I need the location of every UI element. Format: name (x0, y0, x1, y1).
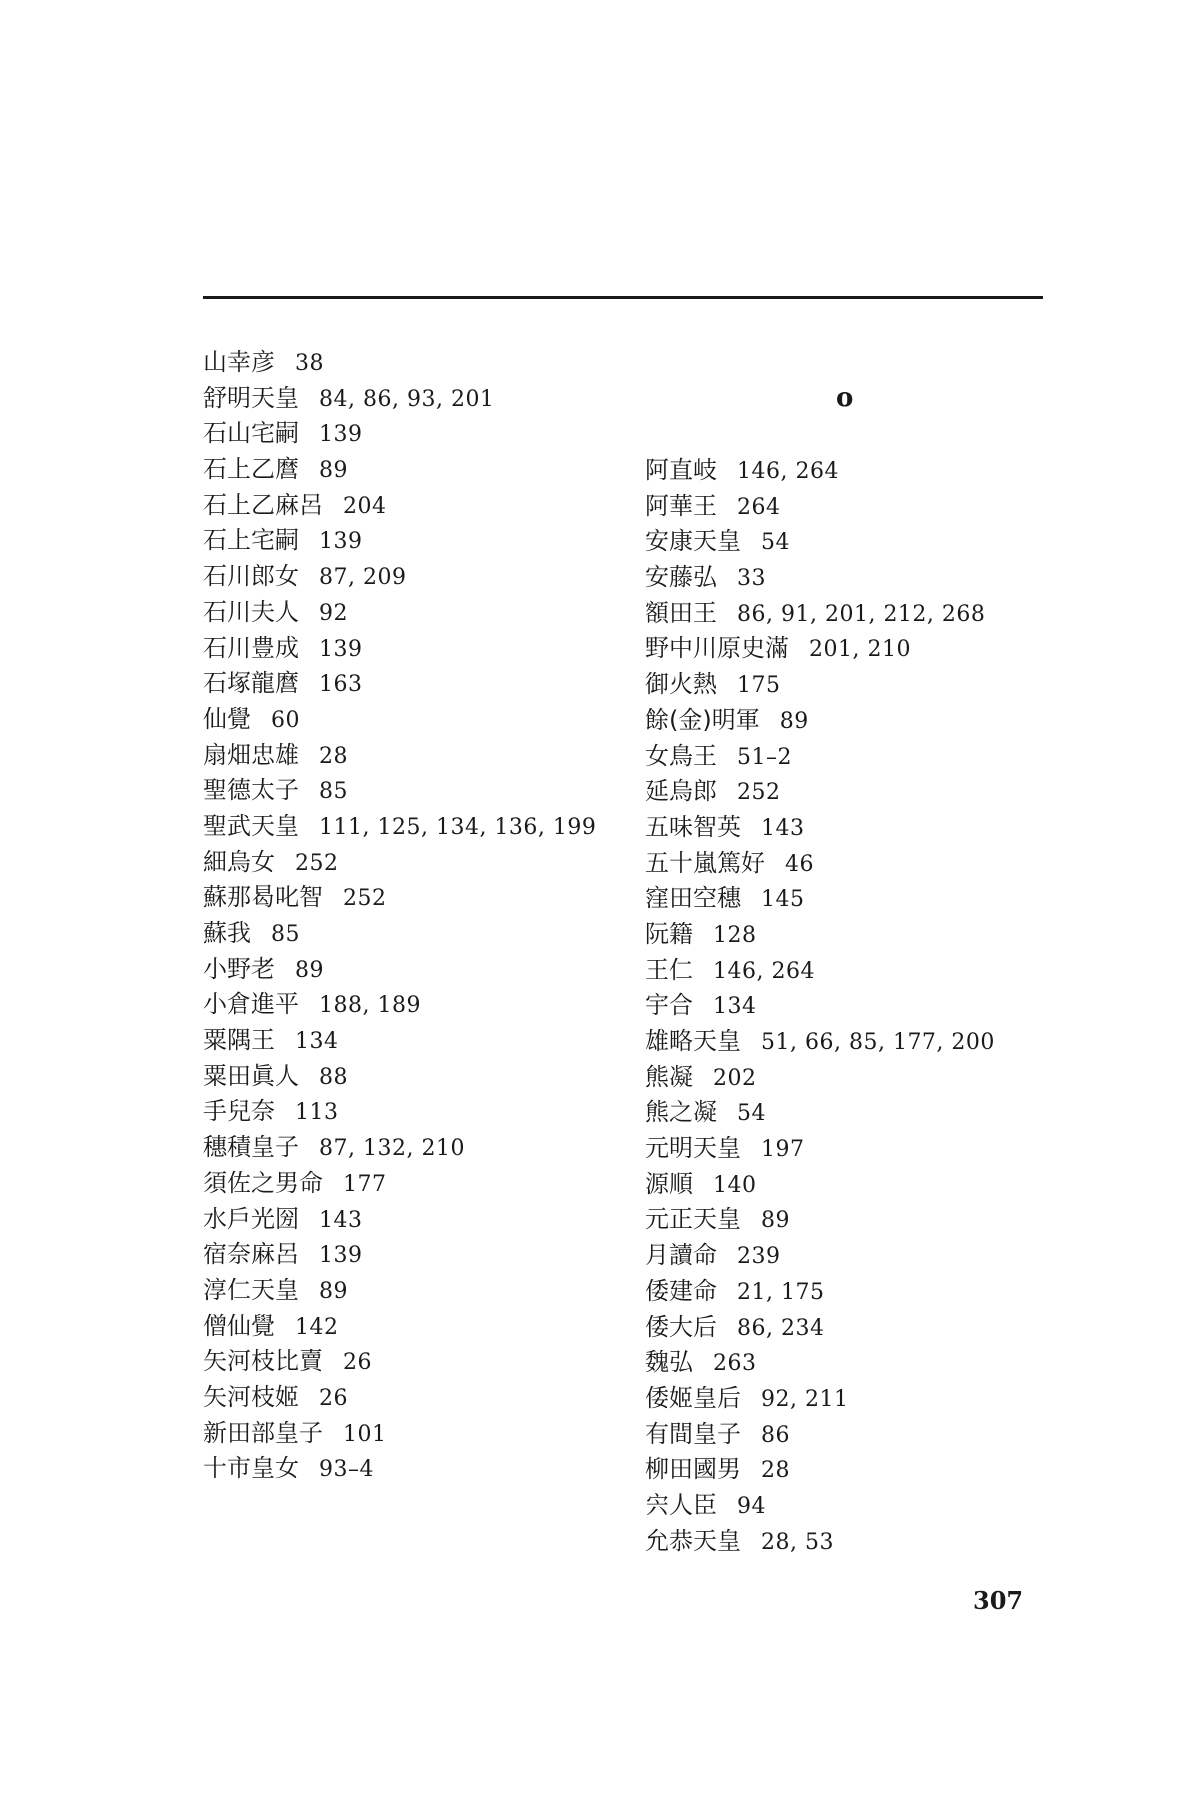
entry-pages: 89 (295, 957, 324, 983)
entry-pages: 145 (761, 887, 805, 913)
entry-pages: 202 (713, 1065, 757, 1091)
index-entry (203, 809, 623, 845)
index-entry (645, 739, 1065, 775)
entry-name: 安藤弘 (645, 563, 717, 592)
section-mark: o (836, 383, 854, 413)
entry-name: 倭大后 (645, 1312, 717, 1341)
entry-name: 粟隅王 (203, 1026, 275, 1055)
entry-name: 山幸彦 (203, 348, 275, 376)
entry-name: 額田王 (645, 598, 717, 627)
entry-pages: 175 (737, 673, 781, 699)
index-entry (203, 1094, 623, 1130)
entry-pages: 26 (319, 1385, 348, 1411)
index-entry (203, 523, 623, 559)
index-entry (203, 1059, 623, 1095)
entry-name: 細烏女 (203, 847, 275, 876)
entry-name: 蘇那曷叱智 (203, 883, 323, 912)
entry-name: 熊之凝 (645, 1098, 717, 1127)
index-entry (645, 631, 1065, 667)
entry-name: 倭建命 (645, 1276, 717, 1305)
index-entry (203, 631, 623, 667)
entry-pages: 204 (343, 493, 387, 519)
entry-name: 御火熱 (645, 670, 717, 699)
entry-name: 元正天皇 (645, 1205, 741, 1234)
entry-pages: 142 (295, 1314, 339, 1340)
index-entry (645, 703, 1065, 739)
entry-pages: 252 (343, 886, 387, 912)
entry-pages: 146, 264 (737, 459, 839, 484)
entry-pages: 51–2 (737, 744, 792, 770)
entry-pages: 28, 53 (761, 1529, 834, 1555)
entry-pages: 134 (713, 994, 757, 1020)
index-entry (203, 952, 623, 988)
entry-pages: 86, 234 (737, 1315, 825, 1341)
index-entry (203, 1273, 623, 1309)
index-entry (203, 345, 623, 381)
entry-name: 石上乙麻呂 (203, 490, 323, 519)
entry-pages: 89 (761, 1208, 790, 1234)
entry-pages: 139 (319, 636, 363, 662)
entry-pages: 28 (319, 743, 348, 769)
index-entry (645, 881, 1065, 917)
entry-name: 聖武天皇 (203, 811, 299, 840)
entry-name: 扇畑忠雄 (203, 740, 299, 769)
entry-name: 宇合 (645, 991, 693, 1020)
entry-name: 淳仁天皇 (203, 1275, 299, 1304)
index-entry (645, 1488, 1065, 1524)
index-column-right (645, 453, 1065, 1559)
entry-name: 石上宅嗣 (203, 526, 299, 555)
index-entry (645, 810, 1065, 846)
entry-pages: 146, 264 (713, 958, 815, 984)
entry-name: 舒明天皇 (203, 383, 299, 412)
index-entry (203, 702, 623, 738)
entry-pages: 26 (343, 1350, 372, 1376)
entry-pages: 60 (271, 707, 300, 733)
entry-name: 王仁 (645, 955, 693, 984)
index-entry (203, 1344, 623, 1380)
entry-name: 須佐之男命 (203, 1168, 323, 1197)
entry-pages: 92, 211 (761, 1386, 849, 1412)
entry-name: 小倉進平 (203, 990, 299, 1019)
entry-pages: 252 (295, 850, 339, 876)
entry-name: 倭姬皇后 (645, 1383, 741, 1412)
index-entry (645, 988, 1065, 1024)
entry-pages: 139 (319, 1243, 363, 1269)
index-entry (203, 987, 623, 1023)
index-entry (645, 1524, 1065, 1560)
entry-name: 粟田眞人 (203, 1061, 299, 1090)
entry-name: 元明天皇 (645, 1134, 741, 1163)
entry-name: 五味智英 (645, 812, 741, 841)
index-entry (645, 1024, 1065, 1060)
entry-name: 水戶光圀 (203, 1204, 299, 1233)
entry-name: 女鳥王 (645, 741, 717, 770)
entry-pages: 177 (343, 1171, 387, 1197)
entry-pages: 143 (319, 1207, 363, 1233)
index-column-left (203, 345, 623, 1487)
index-entry (203, 452, 623, 488)
entry-name: 宍人臣 (645, 1490, 717, 1519)
entry-name: 安康天皇 (645, 527, 741, 556)
index-entry (203, 1380, 623, 1416)
index-entry (645, 1345, 1065, 1381)
entry-pages: 87, 132, 210 (319, 1136, 465, 1162)
entry-pages: 38 (295, 351, 324, 376)
entry-name: 雄略天皇 (645, 1027, 741, 1055)
index-entry (645, 774, 1065, 810)
entry-pages: 134 (295, 1029, 339, 1055)
entry-name: 阮籍 (645, 919, 693, 948)
entry-pages: 94 (737, 1493, 766, 1519)
entry-name: 手兒奈 (203, 1097, 275, 1126)
entry-pages: 188, 189 (319, 993, 421, 1019)
entry-pages: 54 (737, 1101, 766, 1127)
header-rule (203, 296, 1043, 299)
index-entry (645, 667, 1065, 703)
index-entry (203, 1416, 623, 1452)
index-entry (203, 559, 623, 595)
entry-name: 石川豊成 (203, 633, 299, 662)
entry-name: 五十嵐篤好 (645, 848, 765, 877)
index-entry (645, 1238, 1065, 1274)
entry-pages: 263 (713, 1351, 757, 1377)
entry-name: 柳田國男 (645, 1455, 741, 1484)
index-entry (203, 488, 623, 524)
entry-pages: 264 (737, 494, 781, 520)
entry-pages: 87, 209 (319, 565, 407, 591)
index-entry (645, 1274, 1065, 1310)
entry-name: 月讀命 (645, 1241, 717, 1270)
index-entry (645, 953, 1065, 989)
entry-pages: 86 (761, 1422, 790, 1448)
entry-pages: 163 (319, 672, 363, 698)
entry-pages: 88 (319, 1064, 348, 1090)
index-entry (203, 773, 623, 809)
entry-pages: 86, 91, 201, 212, 268 (737, 601, 986, 627)
entry-name: 仙覺 (203, 704, 251, 733)
index-entry (203, 1451, 623, 1487)
index-entry (645, 596, 1065, 632)
entry-pages: 33 (737, 566, 766, 592)
index-entry (203, 666, 623, 702)
index-entry (645, 524, 1065, 560)
entry-pages: 89 (319, 1278, 348, 1304)
entry-pages: 89 (319, 458, 348, 484)
entry-pages: 143 (761, 815, 805, 841)
index-entry (645, 1417, 1065, 1453)
index-entry (203, 381, 623, 417)
entry-pages: 197 (761, 1137, 805, 1163)
entry-name: 矢河枝比賣 (203, 1347, 323, 1376)
index-entry (203, 880, 623, 916)
entry-pages: 89 (779, 708, 809, 734)
entry-pages: 28 (761, 1458, 790, 1484)
index-entry (645, 1381, 1065, 1417)
index-entry (203, 738, 623, 774)
entry-name: 石川郎女 (203, 562, 299, 591)
entry-pages: 85 (271, 922, 300, 947)
entry-pages: 239 (737, 1244, 781, 1270)
entry-name: 石塚龍麿 (203, 669, 299, 698)
index-entry (203, 416, 623, 452)
entry-pages: 201, 210 (809, 637, 911, 663)
entry-name: 石上乙麿 (203, 455, 299, 484)
index-entry (645, 453, 1065, 489)
entry-pages: 93–4 (319, 1457, 374, 1483)
entry-pages: 139 (319, 422, 363, 448)
index-entry (203, 845, 623, 881)
index-entry (203, 1309, 623, 1345)
entry-name: 野中川原史滿 (645, 634, 789, 663)
entry-pages: 85 (319, 779, 348, 805)
entry-name: 窪田空穗 (645, 884, 741, 913)
index-entry (203, 1237, 623, 1273)
index-entry (203, 1023, 623, 1059)
entry-name: 新田部皇子 (203, 1418, 323, 1447)
entry-name: 允恭天皇 (645, 1526, 741, 1555)
entry-name: 小野老 (203, 954, 275, 983)
entry-pages: 21, 175 (737, 1279, 825, 1305)
entry-name: 阿直岐 (645, 456, 717, 484)
entry-name: 聖德太子 (203, 776, 299, 805)
index-entry (203, 1202, 623, 1238)
entry-pages: 128 (713, 922, 757, 948)
entry-pages: 46 (785, 851, 814, 877)
index-entry (645, 489, 1065, 525)
index-entry (645, 1452, 1065, 1488)
entry-name: 穗積皇子 (203, 1133, 299, 1162)
entry-name: 源順 (645, 1169, 693, 1198)
entry-pages: 111, 125, 134, 136, 199 (319, 814, 597, 840)
index-entry (645, 1060, 1065, 1096)
index-entry (645, 846, 1065, 882)
entry-pages: 139 (319, 529, 363, 555)
index-entry (203, 916, 623, 952)
entry-pages: 140 (713, 1172, 757, 1198)
index-entry (203, 1130, 623, 1166)
entry-pages: 51, 66, 85, 177, 200 (761, 1030, 995, 1055)
entry-name: 餘(金)明軍 (645, 705, 760, 734)
index-entry (645, 1202, 1065, 1238)
entry-pages: 84, 86, 93, 201 (319, 386, 495, 412)
entry-name: 宿奈麻呂 (203, 1240, 299, 1269)
entry-name: 延烏郎 (645, 777, 717, 806)
entry-name: 熊凝 (645, 1062, 693, 1091)
entry-pages: 252 (737, 780, 781, 806)
entry-name: 僧仙覺 (203, 1311, 275, 1340)
index-entry (645, 917, 1065, 953)
index-entry (203, 595, 623, 631)
entry-name: 阿華王 (645, 491, 717, 520)
entry-pages: 54 (761, 530, 790, 556)
entry-name: 矢河枝姬 (203, 1382, 299, 1411)
index-entry (203, 1166, 623, 1202)
entry-pages: 113 (295, 1100, 339, 1126)
index-entry (645, 560, 1065, 596)
entry-name: 有間皇子 (645, 1419, 741, 1448)
entry-pages: 92 (319, 600, 348, 626)
index-entry (645, 1095, 1065, 1131)
entry-pages: 101 (343, 1421, 387, 1447)
index-entry (645, 1310, 1065, 1346)
entry-name: 石山宅嗣 (203, 419, 299, 448)
entry-name: 十市皇女 (203, 1454, 299, 1483)
page-number: 307 (973, 1586, 1024, 1615)
index-entry (645, 1167, 1065, 1203)
index-entry (645, 1131, 1065, 1167)
entry-name: 石川夫人 (203, 597, 299, 626)
entry-name: 魏弘 (645, 1348, 693, 1377)
entry-name: 蘇我 (203, 919, 251, 947)
